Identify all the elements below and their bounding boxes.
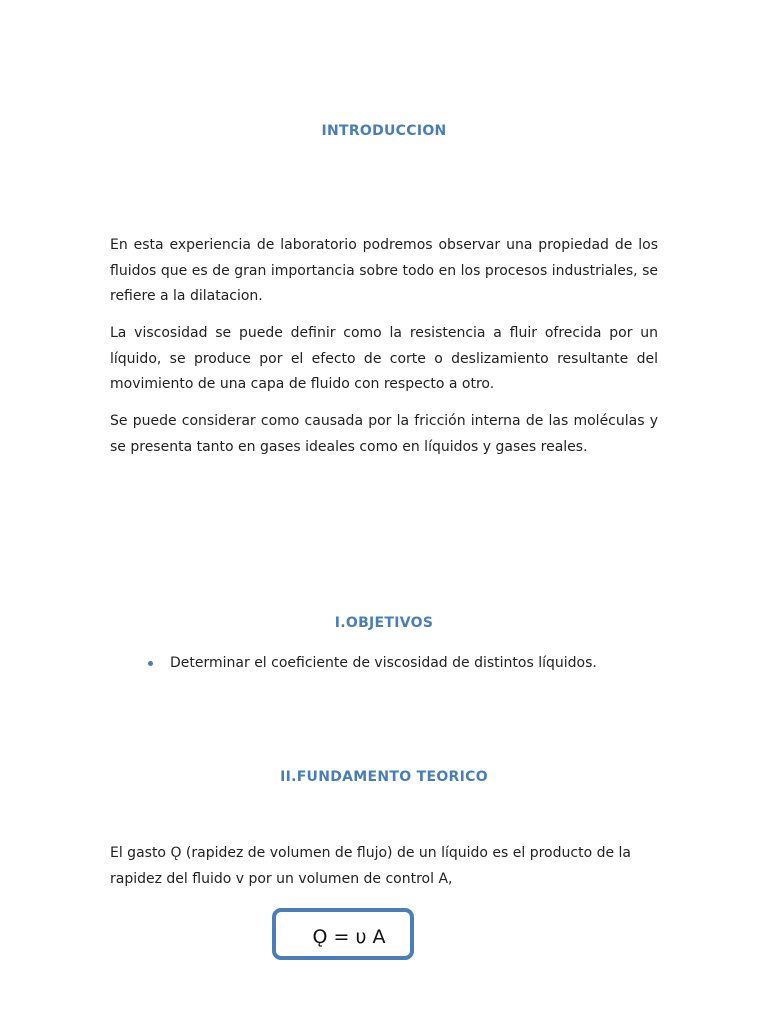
list-item: [146, 651, 597, 676]
objetivos-title: I.OBJETIVOS: [334, 615, 434, 631]
intro-paragraph-3: Se puede considerar como causada por la fricción interna de las moléculas y se presenta tanto en gases ideales como en líquidos y gases reales.: [110, 413, 658, 455]
intro-title: INTRODUCCION: [321, 123, 447, 139]
fundamento-title: II.FUNDAMENTO TEORICO: [280, 769, 488, 785]
formula-text: Ǫ = υ A: [312, 926, 386, 948]
objetivo-text: Determinar el coeficiente de viscosidad de distintos líquidos.: [170, 655, 597, 671]
objetivos-list: [146, 651, 597, 676]
intro-paragraph-1: En esta experiencia de laboratorio podremos observar una propiedad de los fluidos que es de gran importancia sobre todo en los procesos industriales, se refiere a la dilatacion.: [110, 237, 658, 304]
fundamento-paragraph: El gasto Ǫ (rapidez de volumen de flujo) de un líquido es el producto de la rapidez del fluido v por un volumen de control A,: [110, 845, 632, 887]
bullet-dot-icon: [148, 661, 153, 666]
intro-paragraph-2: La viscosidad se puede definir como la resistencia a fluir ofrecida por un líquido, se produce por el efecto de corte o deslizamiento resultante del movimiento de una capa de fluido con respecto a otro.: [110, 325, 658, 392]
formula-box: [272, 908, 414, 960]
